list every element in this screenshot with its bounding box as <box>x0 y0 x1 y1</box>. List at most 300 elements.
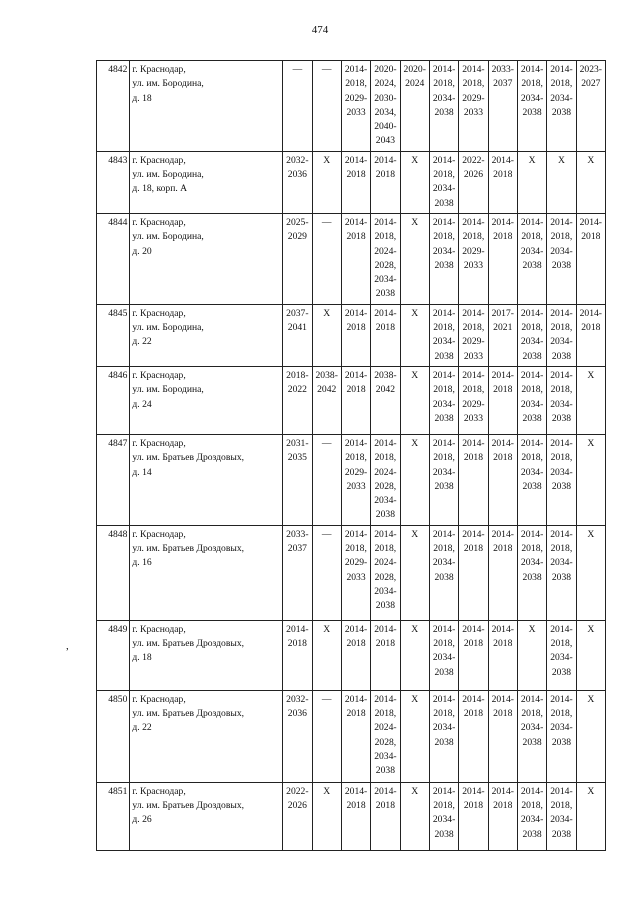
period-line: 2018, <box>462 384 485 396</box>
period-line: 2014- <box>344 369 368 381</box>
period-line: 2028, <box>374 480 397 492</box>
period-line: 2014- <box>520 693 544 705</box>
period-line: 2018, <box>433 638 455 650</box>
period-cell <box>400 434 429 525</box>
period-cell <box>371 782 400 850</box>
period-cell <box>341 366 370 434</box>
period-line: 2014- <box>579 216 602 228</box>
period-cell <box>312 304 341 366</box>
period-line: 2018 <box>463 452 484 464</box>
period-line: 2014- <box>550 64 573 75</box>
period-cell <box>488 690 517 782</box>
period-line: 2018 <box>346 638 366 650</box>
period-line: 2018, <box>521 452 543 464</box>
period-line: 2018, <box>521 78 543 90</box>
period-line: 2018, <box>521 800 543 812</box>
period-line: 2037 <box>493 78 513 90</box>
period-line: 2014- <box>579 307 602 319</box>
period-line: 2018 <box>463 638 484 650</box>
address-line: г. Краснодар, <box>132 623 186 635</box>
period-line: 2034- <box>550 466 573 478</box>
period-line: X <box>411 528 419 540</box>
period-line: 2018 <box>493 452 513 464</box>
period-line: 2038 <box>434 736 454 748</box>
table-row <box>97 213 606 304</box>
period-cell <box>400 525 429 620</box>
period-cell <box>283 213 312 304</box>
period-line: 2014- <box>344 154 368 166</box>
period-line: 2014- <box>520 307 544 319</box>
period-line: X <box>587 785 595 797</box>
period-cell <box>459 782 488 850</box>
period-cell <box>517 213 546 304</box>
period-line: 2038 <box>522 736 542 748</box>
period-cell <box>547 61 576 152</box>
period-cell <box>517 366 546 434</box>
period-cell <box>488 434 517 525</box>
address-line: г. Краснодар, <box>132 528 186 540</box>
period-line: 2014- <box>432 307 456 319</box>
period-cell <box>283 151 312 213</box>
period-line: 2038 <box>434 828 454 840</box>
record-number: 4851 <box>97 782 130 850</box>
period-line: 2014- <box>550 693 573 705</box>
period-line: X <box>411 693 419 705</box>
period-cell <box>576 151 605 213</box>
period-line: 2038 <box>551 571 572 583</box>
period-line: 2018, <box>521 322 543 334</box>
period-cell <box>429 304 458 366</box>
period-line: 2038 <box>522 412 542 424</box>
period-cell <box>488 782 517 850</box>
address-line: г. Краснодар, <box>132 437 186 449</box>
period-line: 2014- <box>491 154 514 166</box>
period-cell <box>400 690 429 782</box>
period-line: 2018 <box>375 169 395 181</box>
address-line: д. 20 <box>132 245 152 257</box>
period-line: 2033 <box>463 350 484 362</box>
period-line: 2018, <box>433 169 455 181</box>
period-line: 2014- <box>432 528 456 540</box>
period-cell <box>371 213 400 304</box>
period-line: 2023- <box>579 64 602 75</box>
period-line: X <box>587 369 595 381</box>
record-number: 4842 <box>97 61 130 152</box>
period-line: 2014- <box>491 216 514 228</box>
period-line: 2018, <box>521 384 543 396</box>
period-line: 2022 <box>287 384 307 396</box>
period-line: 2038 <box>551 480 572 492</box>
period-line: 2033 <box>346 571 366 583</box>
period-line: — <box>292 64 303 75</box>
period-line: 2024- <box>374 722 397 734</box>
period-line: X <box>323 307 331 319</box>
period-line: 2014- <box>344 307 368 319</box>
period-cell <box>547 151 576 213</box>
period-line: 2014- <box>432 437 456 449</box>
period-line: 2033- <box>286 528 309 540</box>
period-line: 2017- <box>491 307 514 319</box>
period-line: 2034- <box>550 814 573 826</box>
period-line: 2030- <box>374 92 397 104</box>
period-cell <box>341 690 370 782</box>
period-line: 2018, <box>374 543 397 555</box>
address-cell <box>130 213 283 304</box>
period-line: 2014- <box>462 369 485 381</box>
period-cell <box>341 434 370 525</box>
period-line: 2018 <box>346 384 366 396</box>
period-line: 2029- <box>344 557 368 569</box>
address-line: д. 18 <box>132 652 152 664</box>
address-line: д. 18 <box>132 92 152 104</box>
period-line: 2014- <box>462 528 485 540</box>
period-line: 2038 <box>434 666 454 678</box>
period-line: 2038 <box>434 412 454 424</box>
record-number: 4848 <box>97 525 130 620</box>
period-cell <box>341 525 370 620</box>
period-line: 2029- <box>462 92 485 104</box>
scan-mark: , <box>66 640 69 652</box>
address-line: д. 16 <box>132 557 152 569</box>
period-line: 2029 <box>287 231 307 243</box>
address-line: ул. им. Бородина, <box>132 322 204 334</box>
period-line: 2014- <box>432 693 456 705</box>
address-line: ул. им. Бородина, <box>132 78 204 90</box>
period-line: 2014- <box>550 528 573 540</box>
period-line: 2014- <box>344 437 368 449</box>
period-line: 2018, <box>550 231 573 243</box>
period-cell <box>459 525 488 620</box>
period-cell <box>312 434 341 525</box>
period-line: X <box>411 154 419 166</box>
period-line: X <box>323 623 331 635</box>
period-cell <box>283 525 312 620</box>
period-line: 2018, <box>550 708 573 720</box>
address-line: г. Краснодар, <box>132 369 186 381</box>
address-line: ул. им. Братьев Дроздовых, <box>132 543 245 555</box>
period-line: 2018, <box>521 708 543 720</box>
period-cell <box>488 525 517 620</box>
period-line: 2029- <box>462 398 485 410</box>
period-line: 2014- <box>520 437 544 449</box>
address-line: г. Краснодар, <box>132 216 186 228</box>
period-line: X <box>587 528 595 540</box>
period-line: 2018, <box>462 231 485 243</box>
period-line: — <box>321 693 332 705</box>
period-line: 2018, <box>433 708 455 720</box>
address-cell <box>130 304 283 366</box>
period-line: 2018 <box>346 800 366 812</box>
period-line: 2014- <box>432 216 456 228</box>
period-line: 2038 <box>551 350 572 362</box>
address-line: д. 26 <box>132 814 152 826</box>
period-cell <box>429 525 458 620</box>
period-line: 2031- <box>286 437 309 449</box>
period-line: 2029- <box>344 466 368 478</box>
period-line: 2014- <box>374 437 397 449</box>
period-cell <box>547 366 576 434</box>
period-line: 2034- <box>432 92 456 104</box>
period-line: 2032- <box>286 693 309 705</box>
period-line: 2014- <box>550 437 573 449</box>
period-line: 2038 <box>375 288 395 300</box>
period-cell <box>547 690 576 782</box>
period-cell <box>517 782 546 850</box>
period-line: 2018 <box>287 638 307 650</box>
period-line: 2038 <box>551 666 572 678</box>
period-cell <box>459 213 488 304</box>
period-cell <box>429 690 458 782</box>
period-line: 2014- <box>462 623 485 635</box>
period-line: 2038 <box>522 828 542 840</box>
period-line: 2034- <box>432 652 456 664</box>
table-row <box>97 151 606 213</box>
period-line: 2018, <box>550 78 573 90</box>
period-cell <box>312 782 341 850</box>
period-cell <box>312 525 341 620</box>
period-cell <box>459 61 488 152</box>
period-line: 2041 <box>287 322 307 334</box>
period-line: 2034- <box>550 722 573 734</box>
period-line: 2038 <box>434 106 454 118</box>
period-line: 2034- <box>550 336 573 348</box>
period-cell <box>400 61 429 152</box>
address-line: г. Краснодар, <box>132 307 186 319</box>
period-cell <box>312 213 341 304</box>
period-cell <box>341 151 370 213</box>
registry-body <box>97 61 606 851</box>
period-line: 2018 <box>493 169 513 181</box>
period-line: 2029- <box>462 336 485 348</box>
period-cell <box>517 61 546 152</box>
period-line: 2014- <box>491 437 514 449</box>
period-line: 2034- <box>520 398 544 410</box>
period-line: 2018, <box>550 452 573 464</box>
period-line: 2018, <box>550 638 573 650</box>
period-line: X <box>557 154 565 166</box>
period-line: 2014- <box>550 216 573 228</box>
period-line: 2036 <box>287 708 307 720</box>
period-line: 2014- <box>374 216 397 228</box>
period-line: 2034, <box>374 106 397 118</box>
period-cell <box>517 525 546 620</box>
period-line: X <box>411 307 419 319</box>
period-line: 2034- <box>550 557 573 569</box>
period-cell <box>400 213 429 304</box>
period-line: 2027 <box>581 78 601 90</box>
period-line: 2014- <box>520 369 544 381</box>
period-line: X <box>411 623 419 635</box>
period-cell <box>400 151 429 213</box>
period-line: 2014- <box>491 369 514 381</box>
period-line: 2018, <box>462 78 485 90</box>
period-line: 2034- <box>520 557 544 569</box>
period-line: 2014- <box>374 623 397 635</box>
period-line: 2034- <box>432 245 456 257</box>
period-line: 2038 <box>522 350 542 362</box>
period-cell <box>312 61 341 152</box>
address-line: ул. им. Братьев Дроздовых, <box>132 452 245 464</box>
period-line: 2018, <box>345 543 367 555</box>
period-line: 2022- <box>286 785 309 797</box>
address-line: д. 14 <box>132 466 152 478</box>
period-cell <box>283 690 312 782</box>
period-line: 2034- <box>374 274 397 286</box>
period-line: 2028, <box>374 736 397 748</box>
period-line: 2038 <box>551 412 572 424</box>
period-line: 2038 <box>522 259 542 271</box>
period-line: 2018 <box>346 322 366 334</box>
address-line: ул. им. Братьев Дроздовых, <box>132 638 245 650</box>
period-line: X <box>587 154 595 166</box>
period-line: 2018 <box>346 231 366 243</box>
period-line: 2034- <box>520 722 544 734</box>
period-line: 2018, <box>521 543 543 555</box>
table-row <box>97 61 606 152</box>
period-line: X <box>323 154 331 166</box>
period-line: 2014- <box>432 623 456 635</box>
period-line: 2038 <box>522 571 542 583</box>
period-cell <box>371 525 400 620</box>
period-cell <box>312 151 341 213</box>
period-line: 2018, <box>433 800 455 812</box>
period-line: 2014- <box>550 307 573 319</box>
address-line: д. 22 <box>132 722 152 734</box>
address-cell <box>130 61 283 152</box>
address-line: г. Краснодар, <box>132 785 186 797</box>
period-line: 2034- <box>550 652 573 664</box>
period-line: 2026 <box>463 169 484 181</box>
period-line: 2014- <box>520 528 544 540</box>
address-line: г. Краснодар, <box>132 154 186 166</box>
period-line: 2038 <box>434 259 454 271</box>
period-line: 2024- <box>374 557 397 569</box>
period-cell <box>371 690 400 782</box>
table-row <box>97 782 606 850</box>
period-line: 2018, <box>433 452 455 464</box>
period-line: 2028, <box>374 571 397 583</box>
period-cell <box>283 620 312 690</box>
period-line: 2014- <box>491 623 514 635</box>
period-cell <box>488 61 517 152</box>
period-cell <box>576 213 605 304</box>
address-line: ул. им. Бородина, <box>132 231 204 243</box>
period-line: 2033- <box>491 64 514 75</box>
period-line: — <box>321 437 332 449</box>
period-cell <box>283 61 312 152</box>
period-line: 2034- <box>432 814 456 826</box>
period-line: 2033 <box>346 480 366 492</box>
period-line: 2033 <box>463 259 484 271</box>
period-line: 2024- <box>374 466 397 478</box>
address-line: д. 22 <box>132 336 152 348</box>
period-line: 2014- <box>374 693 397 705</box>
period-line: 2018, <box>550 800 573 812</box>
period-line: 2014- <box>491 785 514 797</box>
period-line: 2020- <box>403 64 426 75</box>
period-line: 2034- <box>550 245 573 257</box>
period-line: 2014- <box>550 369 573 381</box>
period-line: 2034- <box>432 336 456 348</box>
period-line: X <box>587 623 595 635</box>
period-line: 2018 <box>463 800 484 812</box>
address-line: ул. им. Бородина, <box>132 384 204 396</box>
record-number: 4847 <box>97 434 130 525</box>
period-line: 2018 <box>463 708 484 720</box>
period-cell <box>283 366 312 434</box>
period-line: 2032- <box>286 154 309 166</box>
period-cell <box>283 434 312 525</box>
period-line: 2018, <box>550 384 573 396</box>
period-line: 2034- <box>432 183 456 195</box>
period-cell <box>488 366 517 434</box>
period-line: 2038 <box>522 480 542 492</box>
period-line: 2014- <box>432 369 456 381</box>
period-line: 2018, <box>433 322 455 334</box>
period-cell <box>459 304 488 366</box>
record-number: 4845 <box>97 304 130 366</box>
period-line: 2014- <box>344 528 368 540</box>
period-line: 2018 <box>493 543 513 555</box>
period-line: 2018, <box>374 231 397 243</box>
record-number: 4843 <box>97 151 130 213</box>
record-number: 4850 <box>97 690 130 782</box>
record-number: 4846 <box>97 366 130 434</box>
page-number: 474 <box>311 24 329 36</box>
period-line: 2043 <box>375 135 395 147</box>
period-line: 2014- <box>432 785 456 797</box>
period-line: 2038 <box>434 197 454 209</box>
period-cell <box>429 366 458 434</box>
period-cell <box>429 782 458 850</box>
period-line: 2033 <box>463 106 484 118</box>
address-cell <box>130 366 283 434</box>
record-number: 4849 <box>97 620 130 690</box>
period-line: 2014- <box>462 785 485 797</box>
period-cell <box>341 213 370 304</box>
period-line: 2034- <box>520 245 544 257</box>
period-cell <box>371 366 400 434</box>
period-cell <box>459 434 488 525</box>
period-line: 2018 <box>346 708 366 720</box>
period-line: 2034- <box>520 92 544 104</box>
period-line: 2014- <box>432 154 456 166</box>
period-line: 2014- <box>550 785 573 797</box>
period-line: 2014- <box>520 785 544 797</box>
period-line: X <box>411 437 419 449</box>
period-line: 2036 <box>287 169 307 181</box>
address-cell <box>130 434 283 525</box>
period-cell <box>341 304 370 366</box>
period-line: — <box>321 528 332 540</box>
period-cell <box>341 61 370 152</box>
period-line: 2034- <box>432 557 456 569</box>
period-line: 2033 <box>346 106 366 118</box>
period-cell <box>283 304 312 366</box>
address-line: ул. им. Братьев Дроздовых, <box>132 800 245 812</box>
period-line: 2042 <box>375 384 395 396</box>
period-cell <box>576 525 605 620</box>
period-cell <box>429 434 458 525</box>
period-line: 2040- <box>374 121 397 133</box>
period-line: 2014- <box>462 216 485 228</box>
period-cell <box>341 620 370 690</box>
period-cell <box>517 151 546 213</box>
period-line: 2014- <box>550 623 573 635</box>
period-line: 2020- <box>374 64 397 75</box>
period-line: 2018 <box>346 169 366 181</box>
period-line: 2026 <box>287 800 307 812</box>
